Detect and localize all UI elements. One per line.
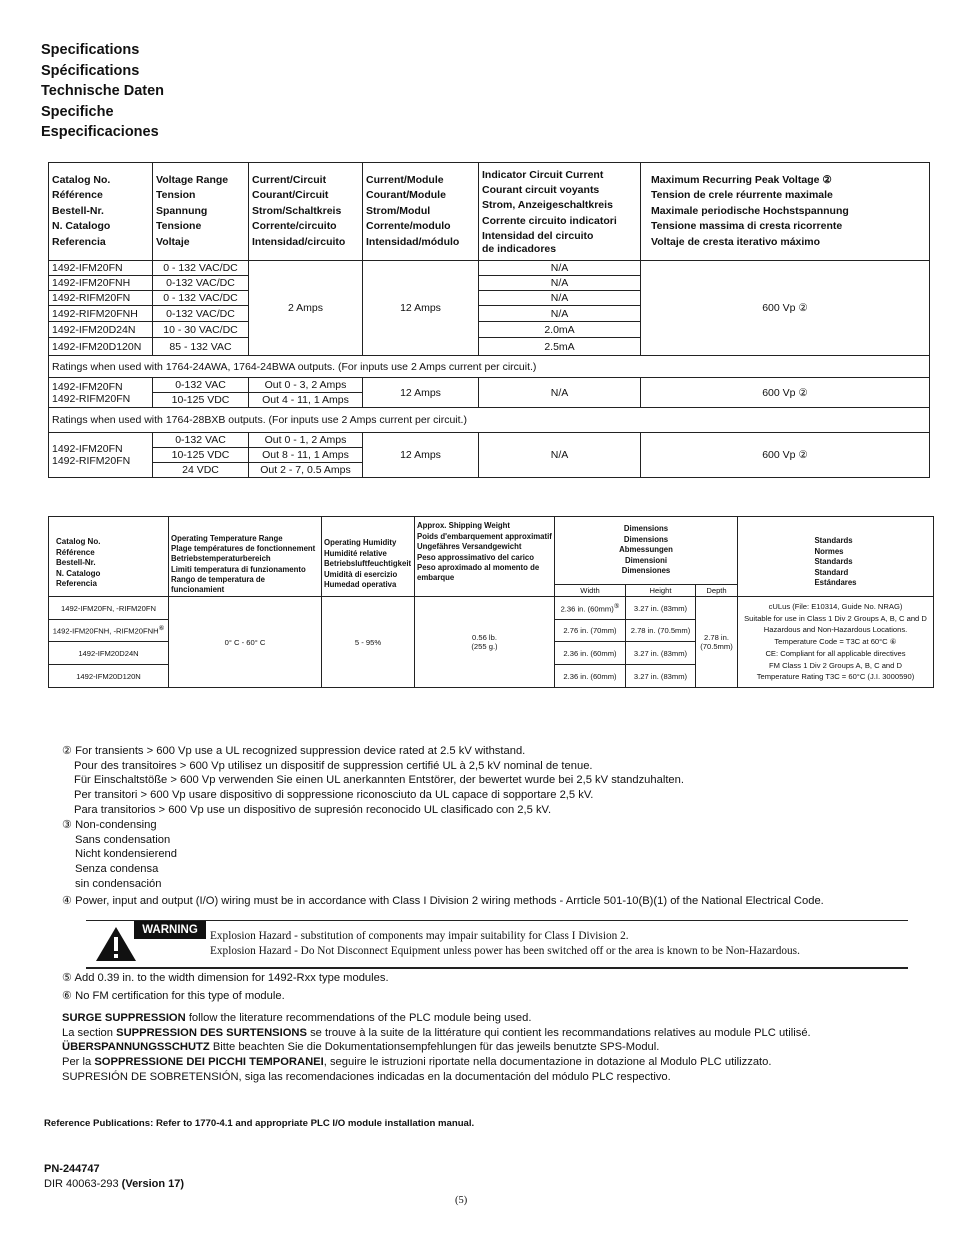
- physical-spec-table: [48, 516, 934, 688]
- section-note-row: Ratings when used with 1764-28BXB outputs. (For inputs use 2 Amps current per circuit.): [49, 408, 930, 433]
- header-catalog: Catalog No. Référence Bestell-Nr. N. Catalogo Referencia: [49, 517, 169, 597]
- electrical-spec-table: [48, 162, 930, 478]
- surge-suppression: SURGE SUPPRESSION follow the literature recommendations of the PLC module being used. La section SUPPRESSION DES SURTENSIONS se trouve à la suite de la littérature qui contient les recommandations relatives au module PLC utilisé. ÜBERSPANNUNGSSCHUTZ Bitte beachten Sie die Dokumentationsempfehlungen für das jeweils benutzte SPS-Modul. Per la SOPPRESSIONE DEI PICCHI TEMPORANEI, seguire le istruzioni riportate nella documentazione in dotazione al Modulo PLC utilizzato. SUPRESIÓN DE SOBRETENSIÓN, siga las recomendaciones indicadas en la documentación del módulo PLC respectivo.: [62, 1012, 811, 1083]
- table-row: 1492-IFM20FN 1492-RIFM20FN 0-132 VAC Out 0 - 3, 2 Amps 12 Amps N/A 600 Vp ②: [49, 378, 930, 393]
- table-row: 1492-IFM20FN 1492-RIFM20FN 0-132 VAC Out 0 - 1, 2 Amps 12 Amps N/A 600 Vp ②: [49, 433, 930, 448]
- table-row: 10-125 VDC Out 4 - 11, 1 Amps: [49, 393, 930, 408]
- title-it: Specifiche: [41, 103, 114, 120]
- page-titles: [41, 40, 164, 143]
- document-id: PN-244747 DIR 40063-293 (Version 17): [44, 1163, 185, 1190]
- warning-label: WARNING: [134, 921, 206, 939]
- header-peak-voltage: Maximum Recurring Peak Voltage ② Tension de crele réurrente maximale Maximale periodische Hochstspannung Tensione massima di cresta ricorrente Voltaje de cresta iterativo máximo: [641, 163, 930, 261]
- table-row: 1492-IFM20D120N 85 - 132 VAC 2.5mA: [49, 338, 930, 356]
- header-indicator: Indicator Circuit Current Courant circuit voyants Strom, Anzeigeschaltkreis Corrente circuito indicatori Intensidad del circuito de indicadores: [479, 163, 641, 261]
- title-es: Especificaciones: [41, 124, 159, 140]
- warning-box: [86, 920, 908, 969]
- note-4: ④ Power, input and output (I/O) wiring must be in accordance with Class I Division 2 wiring methods - Arrticle 501-10(B)(1) of the National Electrical Code.: [62, 895, 824, 907]
- header-catalog: Catalog No. Référence Bestell-Nr. N. Catalogo Referencia: [49, 163, 153, 261]
- table-row: 1492-IFM20FN, -RIFM20FN 0° C - 60° C 5 - 95% 0.56 lb. (255 g.) 2.36 in. (60mm)⑤ 3.27 in. (83mm) 2.78 in. (70.5mm) cULus (File: E10314, Guide No. NRAG) Suitable for use in Class 1 Div 2 Groups A, B, C and D Hazardous and Non-Hazardous Locations. Temperature Code = T3C at 60°C ⑥ CE: Compliant for all applicable directives FM Class 1 Div 2 Groups A, B, C and D Temperature Rating T3C = 60°C (J.I. 3000590): [49, 597, 934, 620]
- header-humidity: Operating Humidity Humidité relative Betriebsluftfeuchtigkeit Umidità di esercizio Humedad operativa: [322, 517, 415, 597]
- note-3: ③ Non-condensing Sans condensation Nicht kondensierend Senza condensa sin condensación: [62, 819, 177, 890]
- header-dimensions: Dimensions Dimensions Abmessungen Dimensioni Dimensiones: [555, 517, 738, 585]
- page-number: (5): [455, 1195, 468, 1206]
- table-header-row: [49, 517, 934, 585]
- section-note-row: Ratings when used with 1764-24AWA, 1764-24BWA outputs. (For inputs use 2 Amps current per circuit.): [49, 356, 930, 378]
- title-de: Technische Daten: [41, 83, 165, 99]
- table-row: 1492-RIFM20FNH 0-132 VAC/DC N/A: [49, 306, 930, 322]
- table-row: 1492-RIFM20FN 0 - 132 VAC/DC N/A: [49, 291, 930, 306]
- header-weight: Approx. Shipping Weight Poids d'embarquement approximatif Ungefähres Versandgewicht Peso approssimativo del carico Peso aproximado al momento de embarque: [415, 517, 555, 597]
- table-row: 1492-IFM20D24N 10 - 30 VAC/DC 2.0mA: [49, 322, 930, 338]
- warning-triangle-icon: [94, 925, 138, 963]
- table-row: 1492-IFM20FNH, -RIFM20FNH⑥ 2.76 in. (70mm) 2.78 in. (70.5mm): [49, 620, 934, 642]
- header-standards: Standards Normes Standards Standard Estándares: [738, 517, 934, 597]
- header-voltage: Voltage Range Tension Spannung Tensione Voltaje: [153, 163, 249, 261]
- table-row: 1492-IFM20D120N 2.36 in. (60mm) 3.27 in. (83mm): [49, 665, 934, 688]
- table-subheader-row: Width Height Depth: [49, 585, 934, 597]
- header-temperature: Operating Temperature Range Plage températures de fonctionnement Betriebstemperaturbereich Limiti temperatura di funzionamento Rango de temperatura de funcionamient: [169, 517, 322, 597]
- table-row: 1492-IFM20FNH 0-132 VAC/DC N/A: [49, 276, 930, 291]
- note-2: ② For transients > 600 Vp use a UL recognized suppression device rated at 2.5 kV withstand. Pour des transitoires > 600 Vp utilisez un dispositif de suppression certifié UL à 2,5 kV nominal de tenue. Für Einschaltstöße > 600 Vp verwenden Sie einen UL anerkannten Entstörer, der bewertet wurde bei 2,5 kV standzuhalten. Per transitori > 600 Vp usare dispositivo di soppressione riconosciuto da UL capace di sopportare 2,5 kV. Para transitorios > 600 Vp use un dispositivo de supresión reconocido UL clasificado con 2,5 kV.: [62, 745, 684, 816]
- table-row: 24 VDC Out 2 - 7, 0.5 Amps: [49, 463, 930, 478]
- title-fr: Spécifications: [41, 62, 140, 79]
- header-current-circuit: Current/Circuit Courant/Circuit Strom/Schaltkreis Corrente/circuito Intensidad/circuito: [249, 163, 363, 261]
- reference-publications: Reference Publications: Refer to 1770-4.1 and appropriate PLC I/O module installation manual.: [44, 1118, 475, 1129]
- title-en: Specifications: [41, 42, 140, 58]
- table-row: 1492-IFM20D24N 2.36 in. (60mm) 3.27 in. (83mm): [49, 642, 934, 665]
- table-row: 10-125 VDC Out 8 - 11, 1 Amps: [49, 448, 930, 463]
- header-current-module: Current/Module Courant/Module Strom/Modul Corrente/modulo Intensidad/módulo: [363, 163, 479, 261]
- table-row: 1492-IFM20FN 0 - 132 VAC/DC 2 Amps 12 Amps N/A 600 Vp ②: [49, 261, 930, 276]
- standards-cell: cULus (File: E10314, Guide No. NRAG) Suitable for use in Class 1 Div 2 Groups A, B, C and D Hazardous and Non-Hazardous Locations. Temperature Code = T3C at 60°C ⑥ CE: Compliant for all applicable directives FM Class 1 Div 2 Groups A, B, C and D Temperature Rating T3C = 60°C (J.I. 3000590): [738, 597, 934, 688]
- warning-text: Explosion Hazard - substitution of components may impair suitability for Class I Division 2. Explosion Hazard - Do Not Disconnect Equipment unless power has been switched off or the area is known to be Non-Hazardous.: [210, 930, 800, 957]
- table-header-row: [49, 163, 930, 261]
- note-6: ⑥ No FM certification for this type of module.: [62, 990, 285, 1002]
- note-5: ⑤ Add 0.39 in. to the width dimension for 1492-Rxx type modules.: [62, 972, 389, 984]
